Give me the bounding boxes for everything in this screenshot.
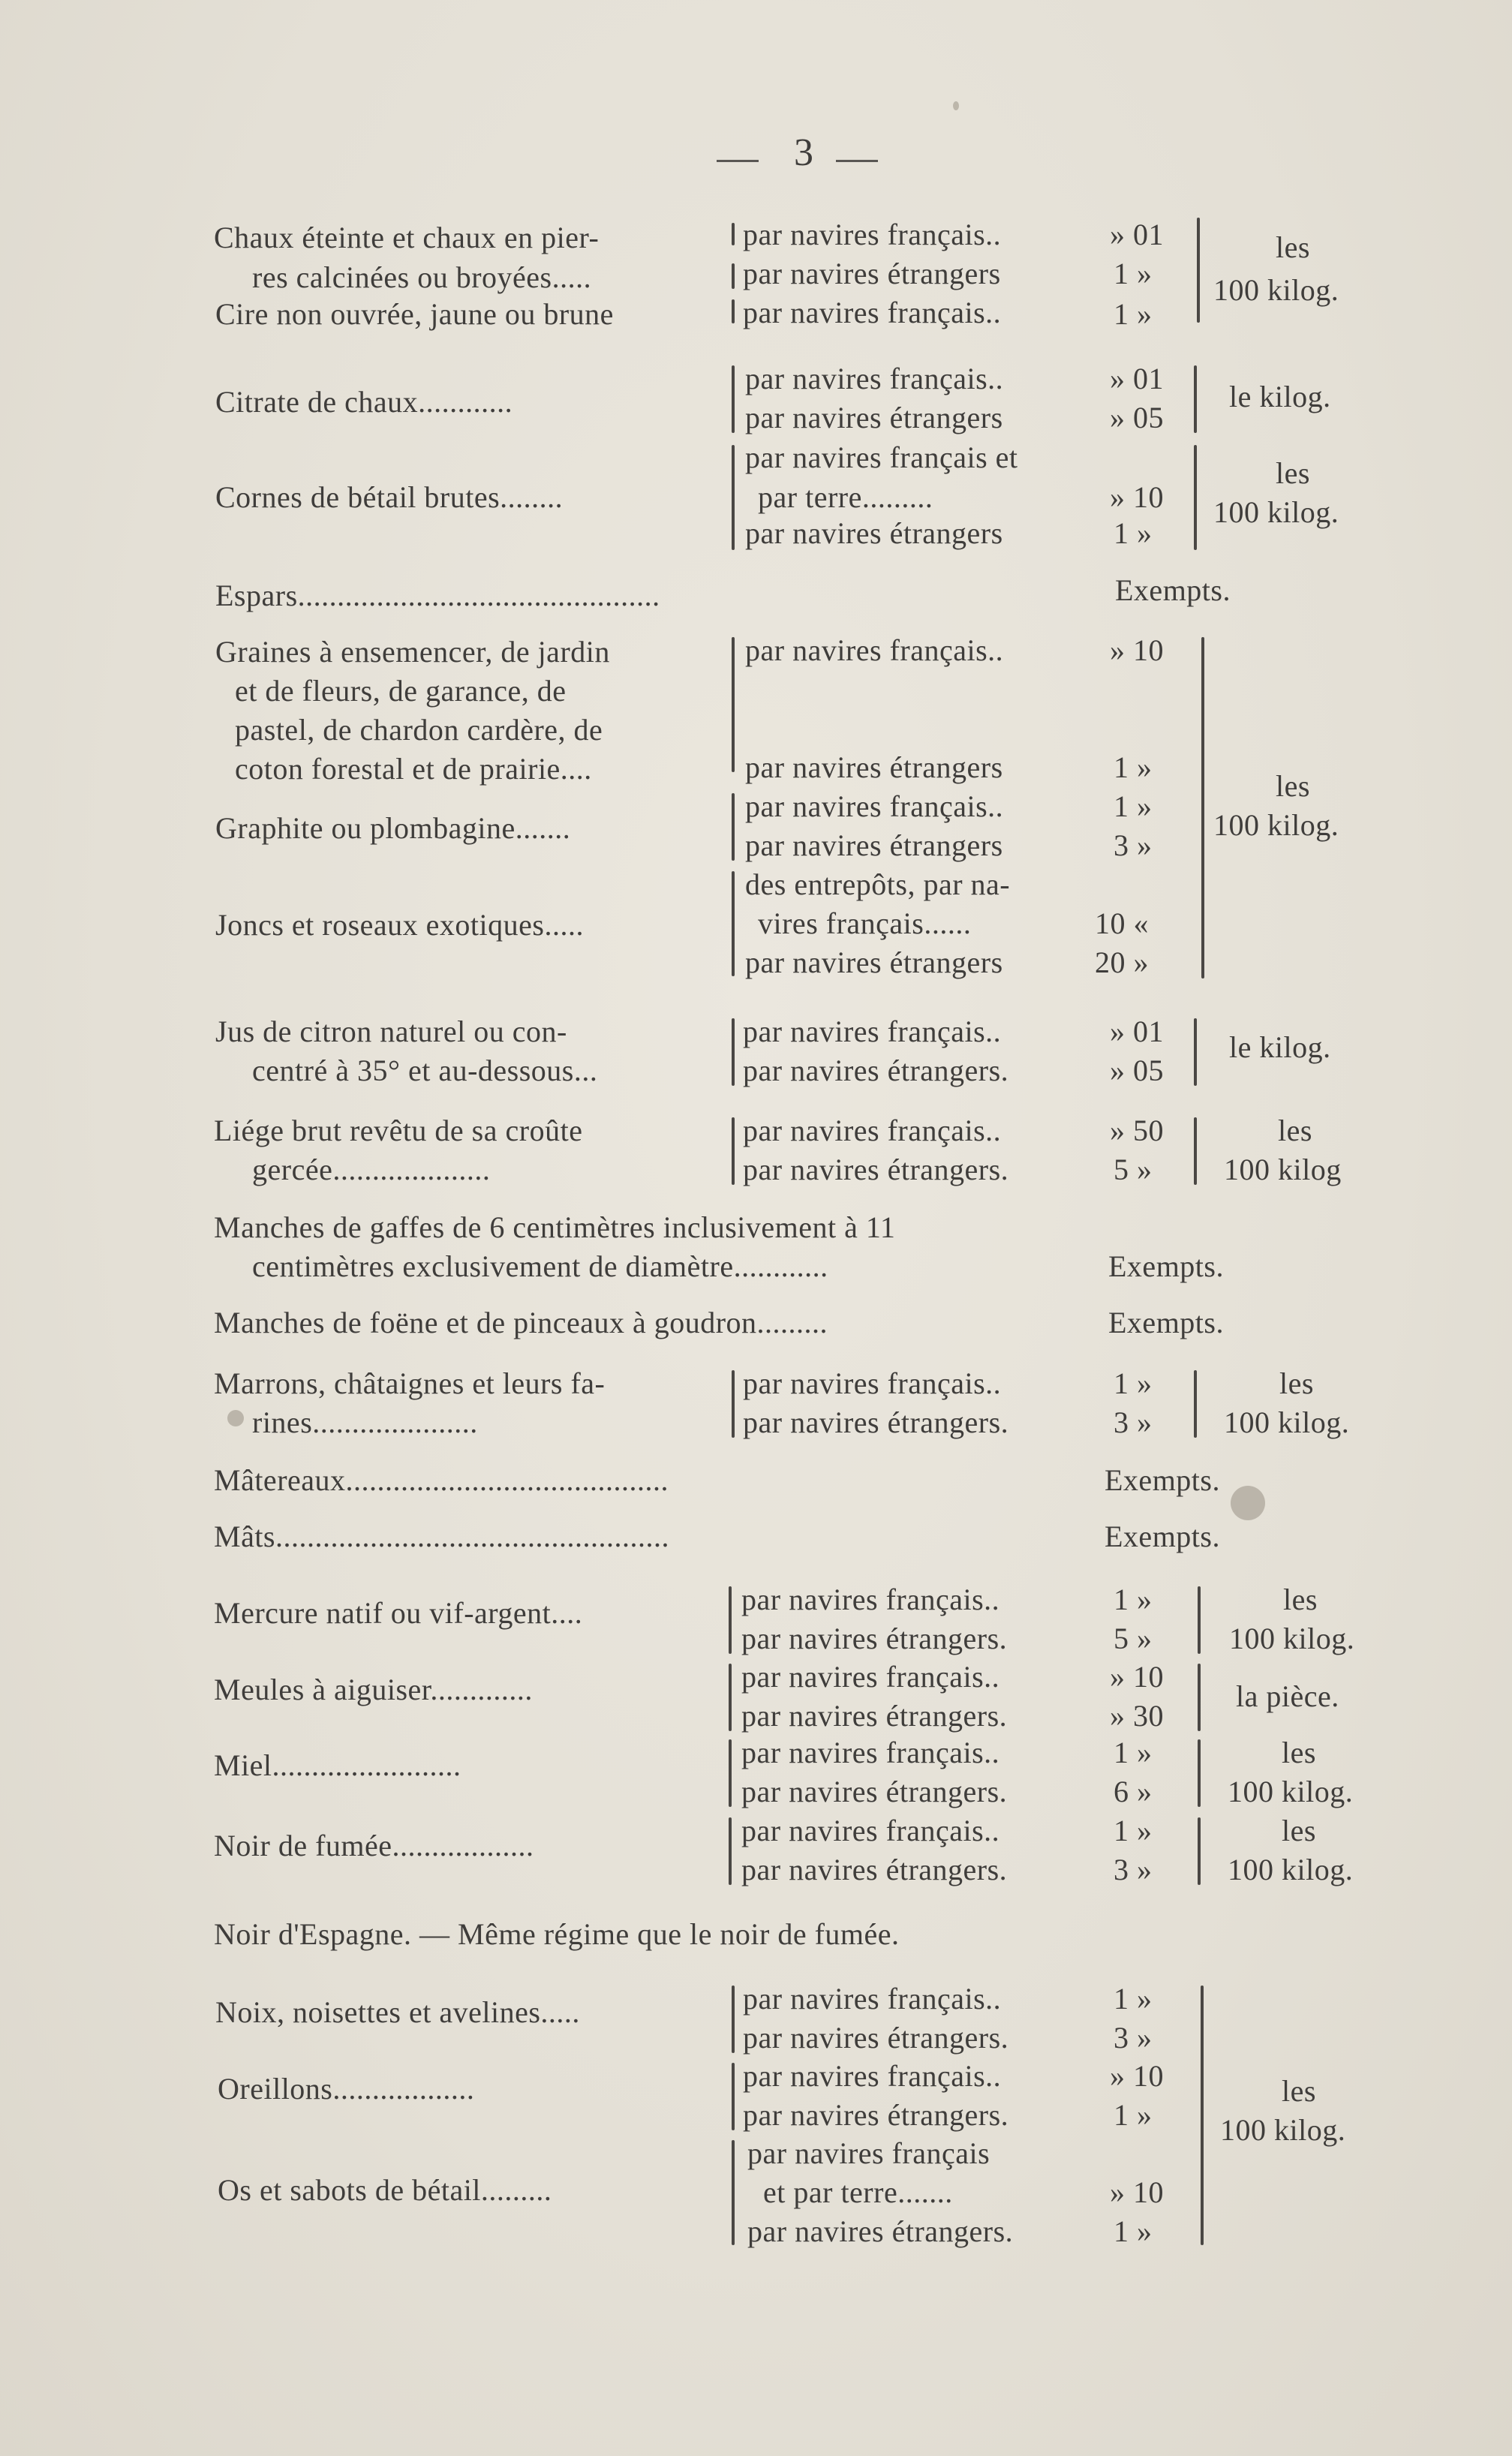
entry-jus_r1: » 01 — [1110, 1015, 1164, 1048]
entry-oreillons_r1: » 10 — [1110, 2059, 1164, 2093]
entry-espars: Espars.............................................. — [215, 579, 660, 612]
brace — [732, 871, 735, 976]
entry-noir: Noir de fumée.................. — [214, 1829, 534, 1862]
entry-graines1: Graines à ensemencer, de jardin — [215, 635, 610, 669]
entry-oreillons_m1: par navires français.. — [743, 2059, 1002, 2093]
entry-chaux1: Chaux éteinte et chaux en pier- — [214, 221, 600, 254]
entry-chaux_m2: par navires étrangers — [743, 257, 1001, 290]
entry-noix_r1: 1 » — [1114, 1982, 1153, 2016]
entry-marrons_u2: 100 kilog. — [1224, 1405, 1350, 1439]
entry-marrons_r2: 3 » — [1114, 1405, 1153, 1439]
brace — [732, 299, 735, 323]
entry-unit_les1: les — [1276, 230, 1310, 264]
brace — [732, 2063, 735, 2130]
entry-liege_r1: » 50 — [1110, 1114, 1164, 1147]
entry-mats: Mâts.................................................. — [214, 1520, 669, 1553]
header-rule-right — [836, 160, 878, 162]
brace — [732, 1018, 735, 1086]
entry-meules_m1: par navires français.. — [741, 1660, 1000, 1694]
entry-manches1: Manches de gaffes de 6 centimètres inclusivement à 11 — [214, 1210, 896, 1244]
entry-joncs_r2: 20 » — [1095, 945, 1149, 979]
entry-mercure_u2: 100 kilog. — [1229, 1622, 1355, 1655]
entry-jus_r2: » 05 — [1110, 1054, 1164, 1087]
entry-unit_kilo1: 100 kilog. — [1213, 273, 1339, 307]
entry-miel_r2: 6 » — [1114, 1775, 1153, 1808]
entry-joncs_m1: des entrepôts, par na- — [745, 867, 1011, 901]
entry-marrons1: Marrons, châtaignes et leurs fa- — [214, 1366, 606, 1400]
entry-miel_m2: par navires étrangers. — [741, 1775, 1008, 1808]
entry-chaux_r2: 1 » — [1114, 257, 1153, 290]
entry-joncs_r1: 10 « — [1095, 906, 1149, 940]
entry-miel_u1: les — [1282, 1736, 1316, 1769]
entry-chaux2: res calcinées ou broyées..... — [252, 260, 592, 294]
entry-liege1: Liége brut revêtu de sa croûte — [214, 1114, 583, 1147]
entry-citrate_r1: » 01 — [1110, 362, 1164, 395]
entry-os_r1: » 10 — [1110, 2175, 1164, 2209]
brace — [732, 365, 735, 433]
entry-liege_r2: 5 » — [1114, 1153, 1153, 1186]
brace — [1194, 365, 1197, 433]
entry-citrate_m1: par navires français.. — [745, 362, 1004, 395]
entry-liege2: gercée.................... — [252, 1153, 491, 1186]
entry-marrons_m1: par navires français.. — [743, 1366, 1002, 1400]
brace — [732, 445, 735, 550]
entry-miel_r1: 1 » — [1114, 1736, 1153, 1769]
entry-cornes_u2: 100 kilog. — [1213, 495, 1339, 529]
paper-stain — [1231, 1486, 1265, 1520]
brace — [732, 1986, 735, 2053]
entry-os_m2: et par terre....... — [763, 2175, 953, 2209]
entry-liege_u2: 100 kilog — [1224, 1153, 1342, 1186]
brace — [732, 2140, 735, 2245]
entry-cornes: Cornes de bétail brutes........ — [215, 480, 564, 514]
entry-jus_m2: par navires étrangers. — [743, 1054, 1009, 1087]
entry-cire_r: 1 » — [1114, 297, 1153, 331]
entry-mercure_m1: par navires français.. — [741, 1583, 1000, 1616]
entry-cornes_u1: les — [1276, 456, 1310, 490]
entry-citrate: Citrate de chaux............ — [215, 385, 513, 419]
entry-os_r2: 1 » — [1114, 2214, 1153, 2248]
entry-noir_m2: par navires étrangers. — [741, 1853, 1008, 1886]
entry-liege_m1: par navires français.. — [743, 1114, 1002, 1147]
entry-graphite_r2: 3 » — [1114, 828, 1153, 862]
brace — [1198, 1586, 1201, 1654]
entry-cornes_m2: par terre......... — [758, 480, 933, 514]
entry-jus_m1: par navires français.. — [743, 1015, 1002, 1048]
entry-noir_r1: 1 » — [1114, 1814, 1153, 1847]
entry-graphite_m1: par navires français.. — [745, 789, 1004, 823]
entry-graines_m2: par navires étrangers — [745, 750, 1003, 784]
entry-graines4: coton forestal et de prairie.... — [235, 752, 592, 786]
entry-joncs_m3: par navires étrangers — [745, 945, 1003, 979]
entry-foene_r: Exempts. — [1108, 1306, 1224, 1339]
entry-os_m3: par navires étrangers. — [747, 2214, 1014, 2248]
entry-espars_r: Exempts. — [1115, 573, 1231, 607]
brace — [1194, 1370, 1197, 1438]
paper-stain — [227, 1410, 244, 1426]
entry-mercure: Mercure natif ou vif-argent.... — [214, 1596, 583, 1630]
entry-noir_u2: 100 kilog. — [1228, 1853, 1354, 1886]
page-number: 3 — [794, 131, 813, 174]
entry-mercure_r1: 1 » — [1114, 1583, 1153, 1616]
entry-graphite_m2: par navires étrangers — [745, 828, 1003, 862]
entry-marrons_r1: 1 » — [1114, 1366, 1153, 1400]
entry-graines3: pastel, de chardon cardère, de — [235, 713, 603, 747]
entry-os: Os et sabots de bétail......... — [218, 2173, 552, 2207]
entry-cornes_m3: par navires étrangers — [745, 516, 1003, 550]
entry-cire_m: par navires français.. — [743, 296, 1002, 329]
entry-oreillons: Oreillons.................. — [218, 2072, 475, 2106]
entry-jus2: centré à 35° et au-dessous... — [252, 1054, 598, 1087]
entry-graines2: et de fleurs, de garance, de — [235, 674, 567, 708]
entry-cornes_m1: par navires français et — [745, 440, 1018, 474]
entry-graines_r2: 1 » — [1114, 750, 1153, 784]
entry-noix_m1: par navires français.. — [743, 1982, 1002, 2016]
entry-manches2: centimètres exclusivement de diamètre............ — [252, 1249, 828, 1283]
brace — [732, 263, 735, 289]
entry-meules_m2: par navires étrangers. — [741, 1699, 1008, 1733]
entry-noix_r2: 3 » — [1114, 2021, 1153, 2055]
brace — [1194, 445, 1197, 550]
entry-mats_r: Exempts. — [1105, 1520, 1220, 1553]
entry-noix_m2: par navires étrangers. — [743, 2021, 1009, 2055]
brace — [1194, 1117, 1197, 1185]
paper-stain — [953, 101, 959, 110]
entry-miel_u2: 100 kilog. — [1228, 1775, 1354, 1808]
header-rule-left — [717, 160, 759, 162]
entry-graines_u2: 100 kilog. — [1213, 808, 1339, 842]
brace — [729, 1664, 732, 1731]
entry-noir_u1: les — [1282, 1814, 1316, 1847]
entry-marrons_u1: les — [1279, 1366, 1314, 1400]
entry-chaux_r1: » 01 — [1110, 218, 1164, 251]
entry-cornes_r2: 1 » — [1114, 516, 1153, 550]
entry-chaux_m1: par navires français.. — [743, 218, 1002, 251]
brace — [732, 637, 735, 772]
entry-graines_u1: les — [1276, 769, 1310, 803]
entry-liege_u1: les — [1278, 1114, 1312, 1147]
entry-graines_m1: par navires français.. — [745, 633, 1004, 667]
entry-joncs_m2: vires français...... — [758, 906, 972, 940]
entry-miel_m1: par navires français.. — [741, 1736, 1000, 1769]
brace — [1198, 1664, 1201, 1731]
entry-joncs: Joncs et roseaux exotiques..... — [215, 908, 584, 942]
entry-miel: Miel........................ — [214, 1748, 461, 1782]
entry-noir_m1: par navires français.. — [741, 1814, 1000, 1847]
entry-jus1: Jus de citron naturel ou con- — [215, 1015, 567, 1048]
entry-citrate_u: le kilog. — [1229, 380, 1331, 413]
entry-liege_m2: par navires étrangers. — [743, 1153, 1009, 1186]
entry-meules_r1: » 10 — [1110, 1660, 1164, 1694]
entry-matereaux_r: Exempts. — [1105, 1463, 1220, 1497]
brace — [729, 1739, 732, 1807]
brace — [732, 1117, 735, 1185]
entry-cire: Cire non ouvrée, jaune ou brune — [215, 297, 614, 331]
entry-graines_r1: » 10 — [1110, 633, 1164, 667]
entry-citrate_r2: » 05 — [1110, 401, 1164, 434]
entry-marrons2: rines..................... — [252, 1405, 478, 1439]
brace — [1201, 637, 1204, 978]
entry-mercure_r2: 5 » — [1114, 1622, 1153, 1655]
entry-mercure_u1: les — [1283, 1583, 1318, 1616]
brace — [732, 223, 735, 245]
entry-meules_r2: » 30 — [1110, 1699, 1164, 1733]
entry-foene: Manches de foëne et de pinceaux à goudron......... — [214, 1306, 828, 1339]
entry-noir_espagne: Noir d'Espagne. — Même régime que le noir de fumée. — [214, 1917, 900, 1951]
entry-os_m1: par navires français — [747, 2136, 990, 2170]
entry-graphite_r1: 1 » — [1114, 789, 1153, 823]
brace — [732, 793, 735, 861]
brace — [1197, 218, 1200, 323]
entry-cornes_r1: » 10 — [1110, 480, 1164, 514]
entry-matereaux: Mâtereaux......................................... — [214, 1463, 669, 1497]
brace — [729, 1817, 732, 1885]
entry-meules_u: la pièce. — [1236, 1679, 1339, 1713]
entry-meules: Meules à aiguiser............. — [214, 1673, 533, 1706]
entry-oreillons_m2: par navires étrangers. — [743, 2098, 1009, 2132]
brace — [1194, 1018, 1197, 1086]
entry-jus_u: le kilog. — [1229, 1030, 1331, 1064]
entry-graphite: Graphite ou plombagine....... — [215, 811, 571, 845]
brace — [732, 1370, 735, 1438]
entry-noir_r2: 3 » — [1114, 1853, 1153, 1886]
entry-noix_u1: les — [1282, 2074, 1316, 2108]
entry-manches_r: Exempts. — [1108, 1249, 1224, 1283]
entry-noix: Noix, noisettes et avelines..... — [215, 1995, 580, 2029]
brace — [729, 1586, 732, 1654]
entry-marrons_m2: par navires étrangers. — [743, 1405, 1009, 1439]
brace — [1201, 1986, 1204, 2245]
entry-mercure_m2: par navires étrangers. — [741, 1622, 1008, 1655]
entry-noix_u2: 100 kilog. — [1220, 2113, 1346, 2147]
brace — [1198, 1817, 1201, 1885]
entry-oreillons_r2: 1 » — [1114, 2098, 1153, 2132]
brace — [1198, 1739, 1201, 1807]
entry-citrate_m2: par navires étrangers — [745, 401, 1003, 434]
